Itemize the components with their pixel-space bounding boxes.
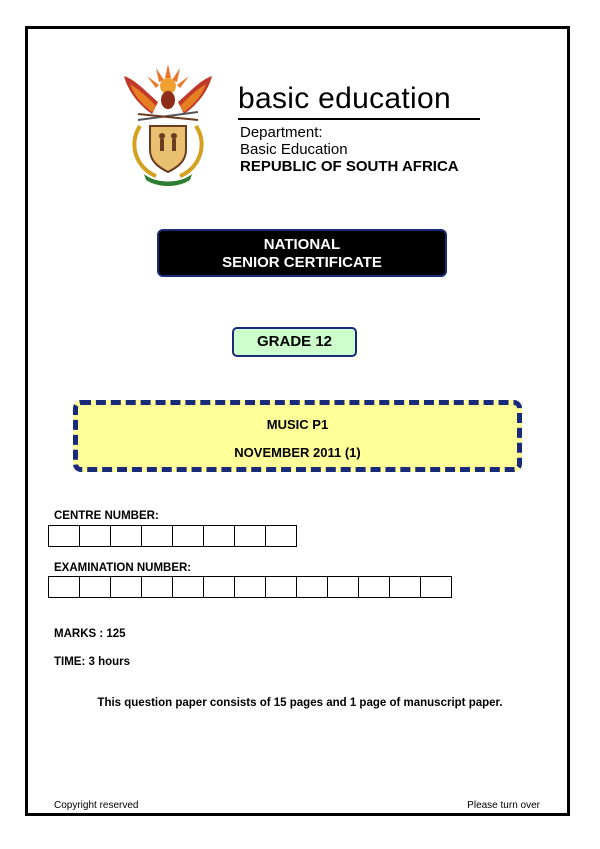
examination-number-cell[interactable]: [172, 576, 204, 598]
subject-title: MUSIC P1: [266, 417, 329, 432]
certificate-line-1: NATIONAL: [263, 236, 341, 253]
subject-box: [73, 400, 522, 472]
time-text: TIME: 3 hours: [54, 656, 131, 668]
pages-note: This question paper consists of 15 pages and 1 page of manuscript paper.: [97, 697, 503, 709]
examination-number-cell[interactable]: [327, 576, 359, 598]
examination-number-cell[interactable]: [265, 576, 297, 598]
country-name: REPUBLIC OF SOUTH AFRICA: [240, 158, 459, 175]
centre-number-cell[interactable]: [234, 525, 266, 547]
coat-of-arms-logo: [118, 58, 218, 188]
department-label: Department:: [240, 124, 323, 141]
examination-number-cell[interactable]: [48, 576, 80, 598]
brand-divider: [238, 118, 480, 120]
centre-number-grid[interactable]: [48, 525, 297, 547]
examination-number-cell[interactable]: [389, 576, 421, 598]
certificate-box: [157, 229, 447, 277]
grade-box: GRADE 12: [232, 327, 357, 357]
examination-number-label: EXAMINATION NUMBER:: [54, 562, 192, 574]
centre-number-cell[interactable]: [265, 525, 297, 547]
exam-session: NOVEMBER 2011 (1): [234, 445, 361, 460]
examination-number-cell[interactable]: [203, 576, 235, 598]
department-name: Basic Education: [240, 141, 348, 158]
brand-title: basic education: [238, 82, 451, 115]
centre-number-label: CENTRE NUMBER:: [54, 510, 159, 522]
examination-number-grid[interactable]: [48, 576, 452, 598]
copyright-footer: Copyright reserved: [54, 800, 139, 811]
centre-number-cell[interactable]: [203, 525, 235, 547]
examination-number-cell[interactable]: [420, 576, 452, 598]
centre-number-cell[interactable]: [79, 525, 111, 547]
certificate-line-2: SENIOR CERTIFICATE: [222, 254, 382, 271]
centre-number-cell[interactable]: [48, 525, 80, 547]
examination-number-cell[interactable]: [110, 576, 142, 598]
turn-over-footer: Please turn over: [467, 800, 540, 811]
examination-number-cell[interactable]: [296, 576, 328, 598]
centre-number-cell[interactable]: [172, 525, 204, 547]
examination-number-cell[interactable]: [79, 576, 111, 598]
centre-number-cell[interactable]: [110, 525, 142, 547]
marks-text: MARKS : 125: [54, 628, 126, 640]
centre-number-cell[interactable]: [141, 525, 173, 547]
examination-number-cell[interactable]: [358, 576, 390, 598]
examination-number-cell[interactable]: [234, 576, 266, 598]
examination-number-cell[interactable]: [141, 576, 173, 598]
